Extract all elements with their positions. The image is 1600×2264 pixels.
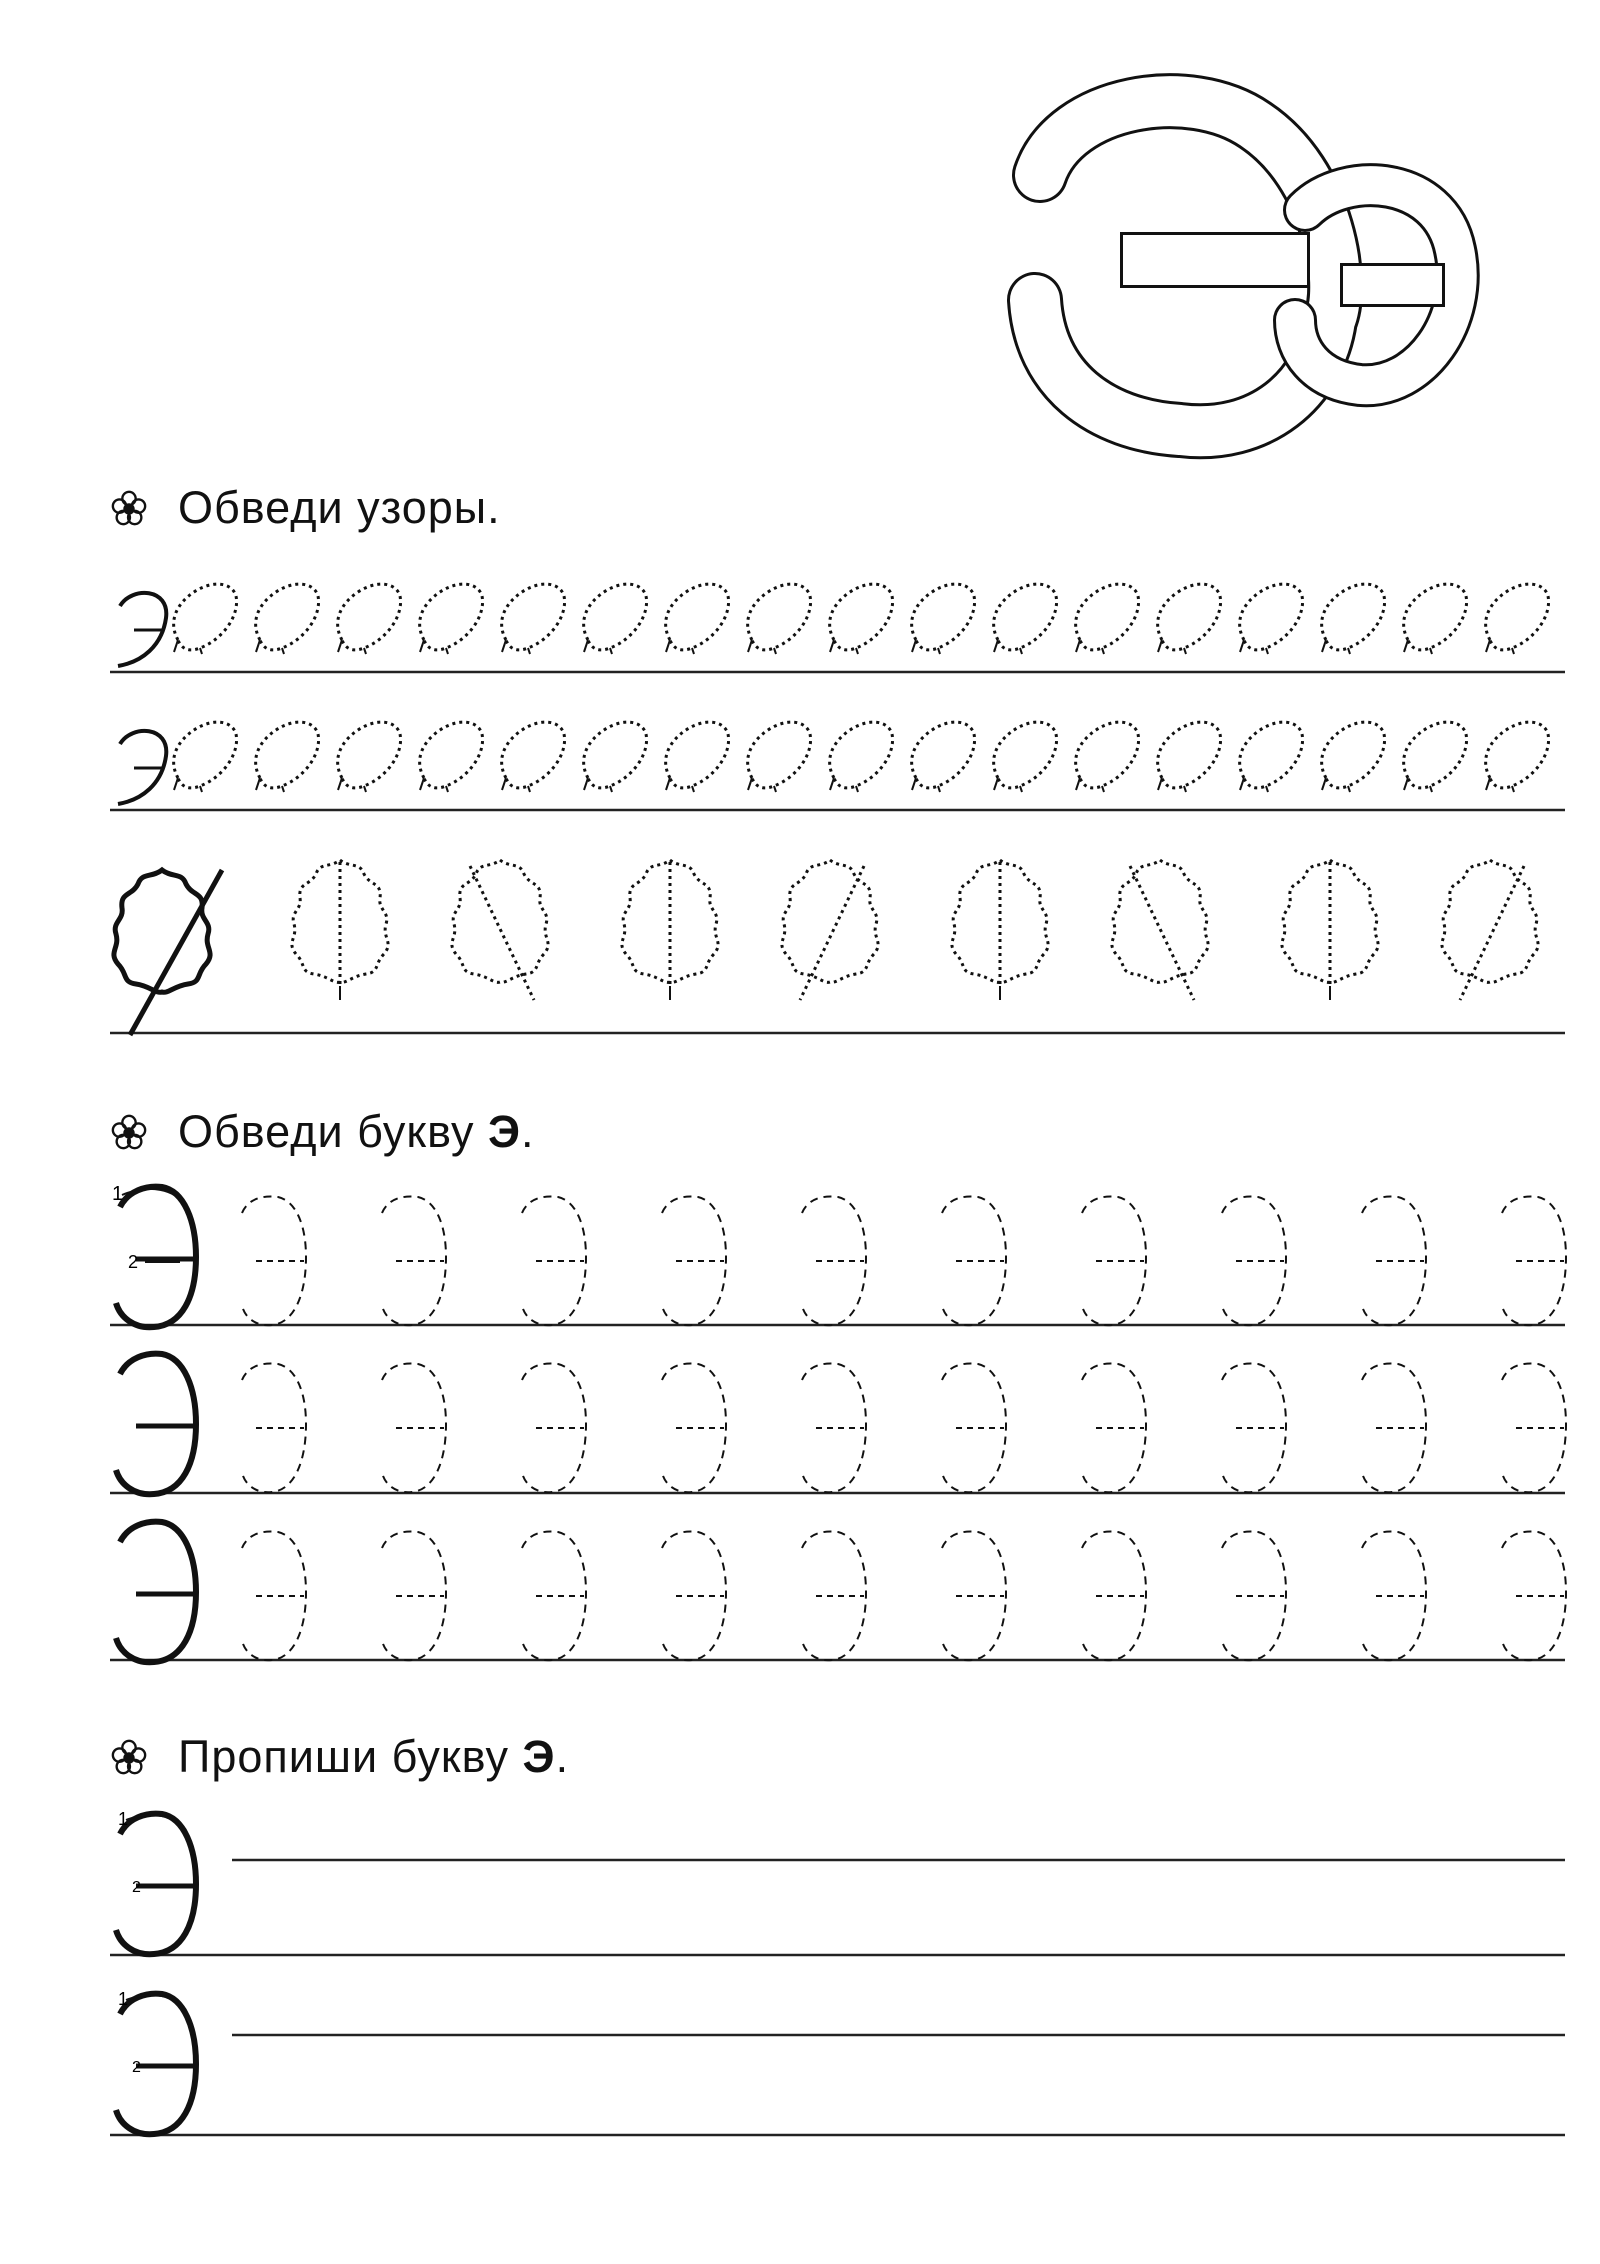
letter-trace-row-3 (116, 1522, 1566, 1663)
stroke-hint-2: 2 (132, 2059, 141, 2076)
leaf-row (114, 860, 1538, 1035)
stroke-hint-1: 1 (112, 1183, 124, 1205)
instruction-trace-patterns (110, 478, 501, 538)
header-letter-upper-text (1224, 260, 1225, 261)
letter-trace-row-1 (112, 1183, 1566, 1327)
writing-row-2 (116, 1989, 196, 2134)
sample-letter (116, 1522, 196, 1663)
letter-trace-row-2 (116, 1354, 1566, 1495)
stroke-hint-1: 1 (118, 1989, 129, 2009)
writing-row-1 (116, 1809, 196, 1954)
sample-letter (116, 1994, 196, 2135)
instruction-write-letter (110, 1727, 569, 1787)
flower-icon (110, 1113, 148, 1151)
sample-letter (116, 1814, 196, 1955)
sample-letter (116, 1354, 196, 1495)
stroke-hint-2: 2 (128, 1252, 139, 1272)
instruction-tail: . (555, 1731, 570, 1782)
instruction-letter: Э (488, 1106, 522, 1157)
instruction-text: Пропиши букву (178, 1731, 523, 1782)
pattern-row-1 (118, 584, 1549, 666)
instruction-letter: Э (522, 1731, 556, 1782)
header-letter-lower-text (1285, 260, 1286, 261)
flower-icon (110, 1738, 148, 1776)
flower-icon (110, 489, 148, 527)
oak-leaf-icon (114, 870, 222, 1035)
instruction-tail: . (521, 1106, 535, 1157)
guide-lines (110, 672, 1565, 2135)
instruction-trace-letter (110, 1102, 535, 1162)
pattern-row-2 (118, 722, 1549, 804)
stroke-hint-1: 1 (118, 1809, 129, 1829)
stroke-hint-2: 2 (132, 1879, 141, 1896)
instruction-text: Обведи узоры. (178, 482, 501, 533)
instruction-text: Обведи букву (178, 1106, 489, 1157)
